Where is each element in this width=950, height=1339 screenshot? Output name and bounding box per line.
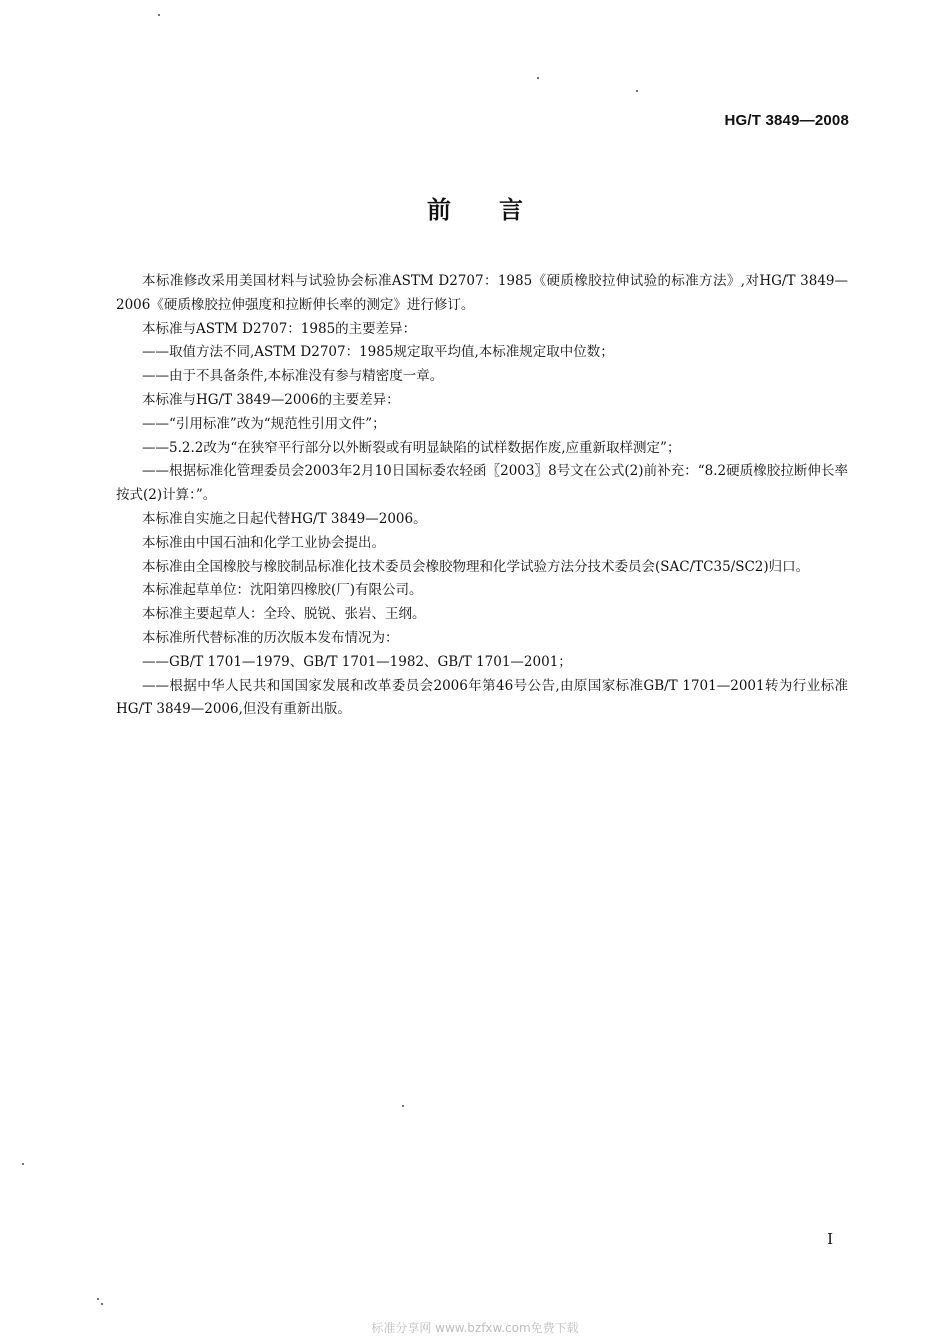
list-item: ——由于不具备条件,本标准没有参与精密度一章。 <box>142 368 444 385</box>
document-body <box>116 270 848 722</box>
page-title: 前言 <box>427 196 571 224</box>
scan-speck <box>636 90 638 92</box>
paragraph: 本标准修改采用美国材料与试验协会标准ASTM D2707：1985《硬质橡胶拉伸试验的标准方法》,对HG/T 3849—2006《硬质橡胶拉伸强度和拉断伸长率的测定》进行修订。 <box>116 273 848 313</box>
scan-speck <box>537 77 539 79</box>
paragraph: 本标准由全国橡胶与橡胶制品标准化技术委员会橡胶物理和化学试验方法分技术委员会(SAC/TC35/SC2)归口。 <box>142 558 810 575</box>
paragraph: 本标准与HG/T 3849—2006的主要差异： <box>142 391 400 408</box>
list-item: ——GB/T 1701—1979、GB/T 1701—1982、GB/T 1701—2001； <box>142 653 572 670</box>
list-item: ——取值方法不同,ASTM D2707：1985规定取平均值,本标准规定取中位数； <box>142 344 614 361</box>
paragraph: 本标准所代替标准的历次版本发布情况为： <box>142 629 399 646</box>
page-number: I <box>827 1230 833 1248</box>
scan-speck <box>22 1163 24 1165</box>
list-item: ——5.2.2改为“在狭窄平行部分以外断裂或有明显缺陷的试样数据作废,应重新取样测定”； <box>142 439 681 456</box>
list-item: ——根据中华人民共和国国家发展和改革委员会2006年第46号公告,由原国家标准GB/T 1701—2001转为行业标准HG/T 3849—2006,但没有重新出版。 <box>116 677 848 718</box>
scan-speck <box>402 1105 404 1107</box>
paragraph: 本标准由中国石油和化学工业协会提出。 <box>142 534 385 551</box>
scan-speck <box>101 1303 103 1305</box>
paragraph: 本标准与ASTM D2707：1985的主要差异： <box>142 320 417 337</box>
paragraph: 本标准起草单位：沈阳第四橡胶(厂)有限公司。 <box>142 582 423 599</box>
standard-code-header: HG/T 3849—2008 <box>724 112 849 129</box>
scan-speck <box>158 14 160 16</box>
footer-watermark: 标准分享网 www.bzfxw.com免费下载 <box>371 1321 579 1335</box>
paragraph: 本标准主要起草人：全玲、脱锐、张岩、王纲。 <box>142 606 426 623</box>
paragraph: 本标准自实施之日起代替HG/T 3849—2006。 <box>142 510 427 527</box>
list-item: ——“引用标准”改为“规范性引用文件”； <box>142 415 386 432</box>
list-item: ——根据标准化管理委员会2003年2月10日国标委农轻函〖2003〗8号文在公式(2)前补充：“8.2硬质橡胶拉断伸长率按式(2)计算：”。 <box>116 463 848 504</box>
scan-speck <box>97 1298 99 1300</box>
